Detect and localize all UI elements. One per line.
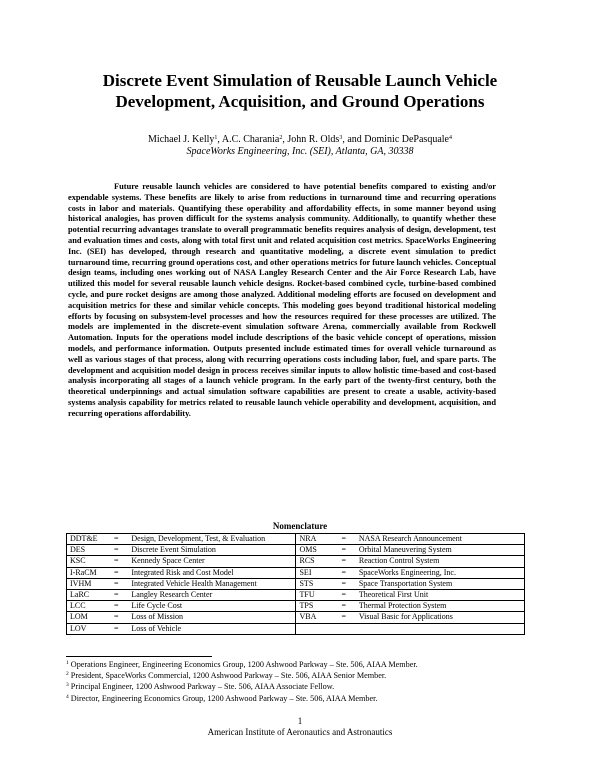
author-name: Michael J. Kelly: [148, 134, 215, 145]
abbreviation: TFU: [296, 589, 332, 600]
abbreviation: KSC: [67, 556, 105, 567]
page-number: 1: [297, 716, 303, 726]
abbreviation: OMS: [296, 545, 332, 556]
nomenclature-row: [67, 589, 525, 600]
abbreviation: NRA: [296, 534, 332, 545]
equals-sign: =: [332, 612, 356, 623]
definition: SpaceWorks Engineering, Inc.: [356, 567, 525, 578]
definition: Integrated Vehicle Health Management: [128, 578, 296, 589]
equals-sign: =: [104, 534, 128, 545]
abbreviation: I-RaCM: [67, 567, 105, 578]
nomenclature-row: [67, 578, 525, 589]
nomenclature-row: [67, 623, 525, 634]
equals-sign: =: [104, 623, 128, 634]
equals-sign: =: [332, 578, 356, 589]
equals-sign: =: [104, 589, 128, 600]
nomenclature-row: [67, 534, 525, 545]
definition: Thermal Protection System: [356, 601, 525, 612]
definition: NASA Research Announcement: [356, 534, 525, 545]
abbreviation: IVHM: [67, 578, 105, 589]
author-name: A.C. Charania: [221, 134, 280, 145]
definition: Theoretical First Unit: [356, 589, 525, 600]
definition: Design, Development, Test, & Evaluation: [128, 534, 296, 545]
abbreviation: LOM: [67, 612, 105, 623]
author-name: Dominic DePasquale: [364, 134, 449, 145]
abbreviation: SEI: [296, 567, 332, 578]
abbreviation: LOV: [67, 623, 105, 634]
equals-sign: =: [332, 545, 356, 556]
abbreviation: DDT&E: [67, 534, 105, 545]
footnote: $^3$ Principal Engineer, 1200 Ashwood Parkway – Ste. 506, AIAA Associate Fellow.: [66, 682, 335, 692]
author-footnote-mark: 3: [339, 135, 343, 141]
equals-sign: =: [104, 545, 128, 556]
nomenclature-heading: Nomenclature: [272, 521, 328, 531]
equals-sign: =: [332, 567, 356, 578]
nomenclature-row: [67, 612, 525, 623]
equals-sign: =: [104, 556, 128, 567]
footnote: $^2$ President, SpaceWorks Commercial, 1200 Ashwood Parkway – Ste. 506, AIAA Senior Member.: [66, 671, 387, 681]
definition: Life Cycle Cost: [128, 601, 296, 612]
definition: Loss of Vehicle: [128, 623, 296, 634]
definition: Orbital Maneuvering System: [356, 545, 525, 556]
paper-title: [40, 70, 560, 112]
nomenclature-row: [67, 556, 525, 567]
author-footnote-mark: 1: [214, 135, 218, 141]
equals-sign: =: [104, 612, 128, 623]
definition: Loss of Mission: [128, 612, 296, 623]
equals-sign: =: [104, 601, 128, 612]
nomenclature-row: [67, 601, 525, 612]
equals-sign: =: [332, 589, 356, 600]
title-line-2: Development, Acquisition, and Ground Operations: [115, 92, 485, 111]
definition: Discrete Event Simulation: [128, 545, 296, 556]
definition: Kennedy Space Center: [128, 556, 296, 567]
definition: Integrated Risk and Cost Model: [128, 567, 296, 578]
affiliation: SpaceWorks Engineering, Inc. (SEI), Atlanta, GA, 30338: [186, 146, 414, 157]
definition: Reaction Control System: [356, 556, 525, 567]
equals-sign: =: [332, 534, 356, 545]
abbreviation: RCS: [296, 556, 332, 567]
author-footnote-mark: 4: [448, 135, 452, 141]
equals-sign: [332, 623, 356, 634]
footnote: $^1$ Operations Engineer, Engineering Economics Group, 1200 Ashwood Parkway – Ste. 506, AIAA Member.: [66, 660, 418, 669]
nomenclature-row: [67, 567, 525, 578]
footnote-rule: [66, 656, 212, 657]
definition: Langley Research Center: [128, 589, 296, 600]
equals-sign: =: [332, 556, 356, 567]
abbreviation: TPS: [296, 601, 332, 612]
title-line-1: Discrete Event Simulation of Reusable Launch Vehicle: [102, 71, 498, 90]
footnotes: [66, 659, 536, 704]
page-footer: American Institute of Aeronautics and Astronautics: [207, 727, 393, 737]
author-name: John R. Olds: [287, 134, 340, 145]
nomenclature-table: [66, 533, 525, 635]
abbreviation: [296, 623, 332, 634]
equals-sign: =: [104, 578, 128, 589]
abbreviation: LCC: [67, 601, 105, 612]
footnote: $^4$ Director, Engineering Economics Group, 1200 Ashwood Parkway – Ste. 506, AIAA Member.: [66, 693, 378, 703]
abbreviation: VBA: [296, 612, 332, 623]
definition: Visual Basic for Applications: [356, 612, 525, 623]
abstract: Future reusable launch vehicles are considered to have potential benefits compared to existing and/or expendable systems. These benefits are likely to arise from reductions in turnaround time and recurring operations costs in labor and materials. Quantifying these operability and affordability effects, in some manner beyond using historical analogies, has proven difficult for the systems analysis community. Additionally, to quantify whether these potential recurring advantages translate to overall programmatic benefits requires analysis of design, development, test and evaluation times and costs, along with total first unit and related acquisition cost metrics. SpaceWorks Engineering Inc. (SEI) has developed, through research and quantitative modeling, a discrete event simulation to predict turnaround time, recurring ground operations cost, and other operations metrics for future launch vehicles. Conceptual design teams, including ones working out of NASA Langley Research Center and the Air Force Research Lab, have utilized this model for several reusable launch vehicle designs. Rocket-based combined cycle, turbine-based combined cycle, and pure rocket designs are among those analyzed. Additional modeling efforts are focused on development and acquisition metrics for these and similar vehicle concepts. This modeling goes beyond traditional historical modeling efforts by focusing on subsystem-level processes and how the resources required for these processes are utilized. The models are implemented in the discrete-event simulation software Arena, commercially available from Rockwell Automation. Inputs for the operations model include descriptions of the basic vehicle concept of operations, mission models, and performance information. Outputs presented include estimated times for overall vehicle turnaround as well as various stages of that process, along with recurring operations costs including labor, fuel, and spare parts. The development and acquisition model design in process receives similar inputs to allow holistic time-based and cost-based analysis incorporating all stages of a launch vehicle program. In the early part of the twenty-first century, both the theoretical underpinnings and actual simulation software capabilities are present to create a usable, activity-based systems analysis capability for metrics related to reusable launch vehicle operability and development, acquisition, and recurring operations affordability.: [68, 182, 496, 418]
definition: Space Transportation System: [356, 578, 525, 589]
equals-sign: =: [332, 601, 356, 612]
abbreviation: DES: [67, 545, 105, 556]
definition: [356, 623, 525, 634]
nomenclature-row: [67, 545, 525, 556]
abbreviation: LaRC: [67, 589, 105, 600]
abbreviation: STS: [296, 578, 332, 589]
author-footnote-mark: 2: [279, 135, 283, 141]
equals-sign: =: [104, 567, 128, 578]
author-list: Michael J. Kelly$^1$, A.C. Charania$^2$, John R. Olds$^3$, and Dominic DePasquale$^4$: [148, 134, 452, 145]
